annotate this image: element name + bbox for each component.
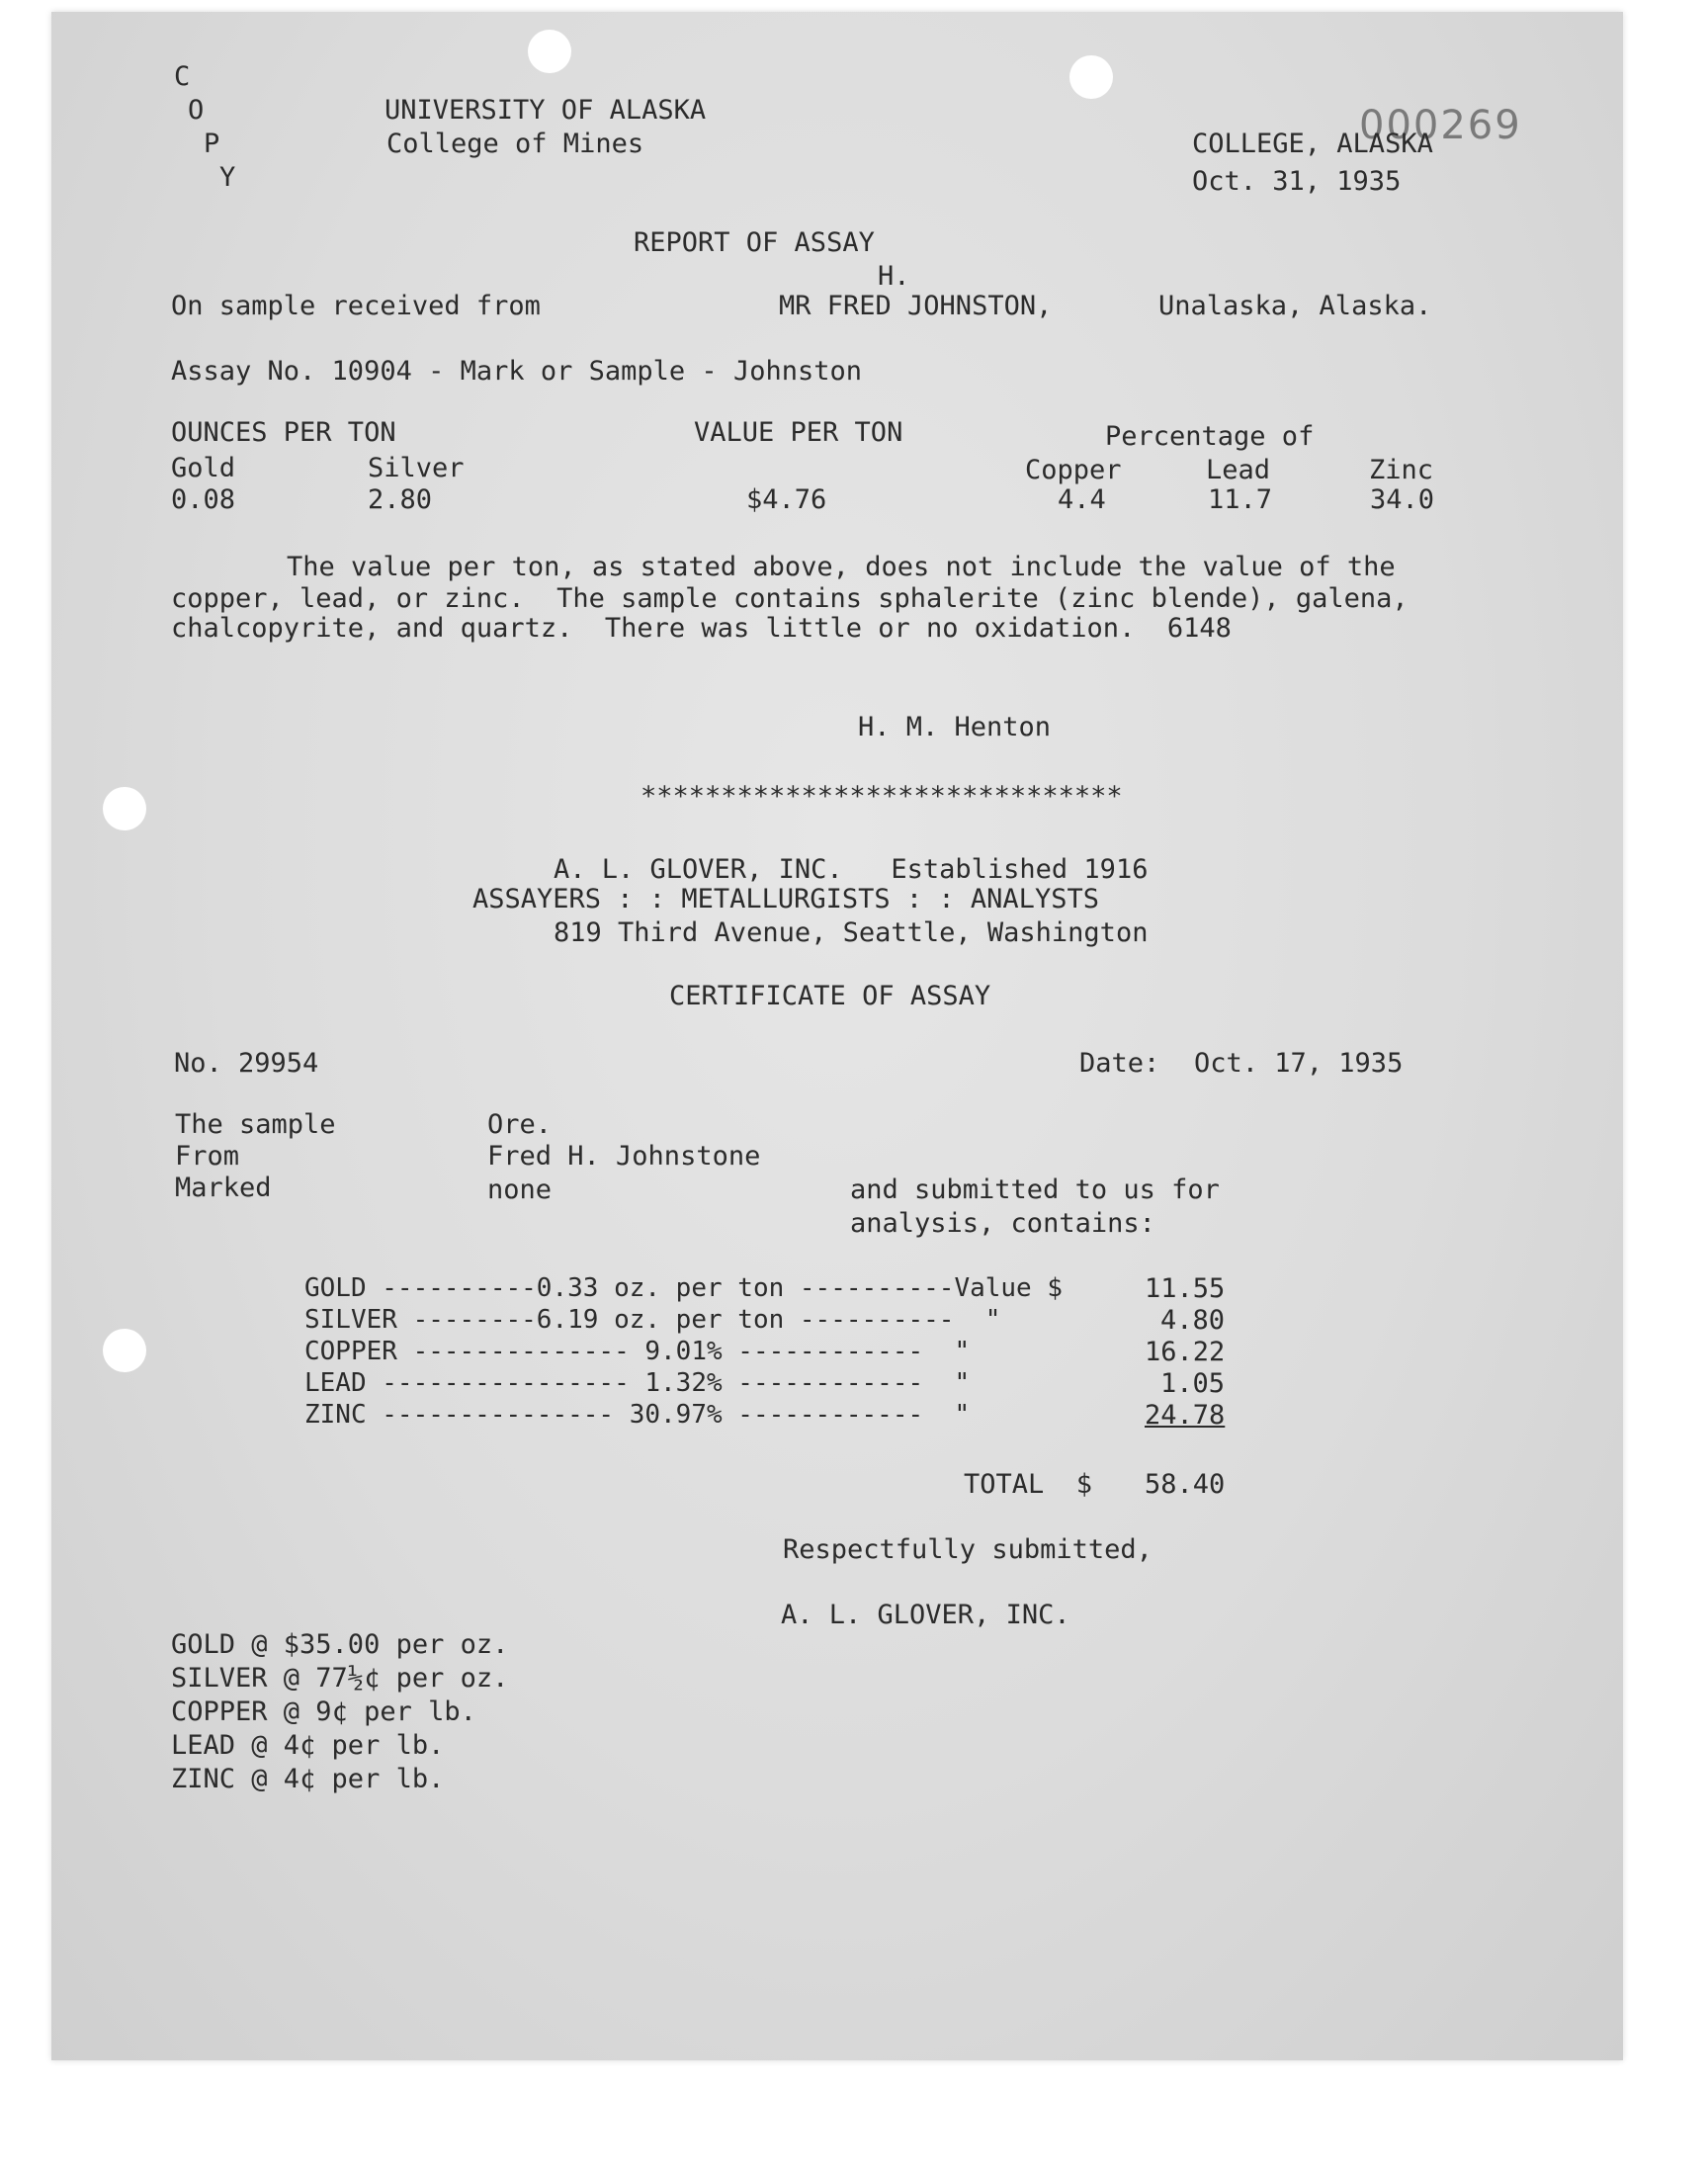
received-from-label: On sample received from <box>171 291 541 321</box>
assay-row-gold: GOLD ----------0.33 oz. per ton ----------Value $ <box>304 1273 1064 1303</box>
received-from-place: Unalaska, Alaska. <box>1158 291 1432 321</box>
report-title: REPORT OF ASSAY <box>634 227 875 258</box>
glover-address: 819 Third Avenue, Seattle, Washington <box>554 917 1149 948</box>
separator: ****************************** <box>640 781 1123 812</box>
label-from: From <box>175 1141 240 1172</box>
paragraph-line: chalcopyrite, and quartz. There was little or no oxidation. 6148 <box>171 613 1232 644</box>
submitted-text: and submitted to us for <box>850 1174 1220 1205</box>
college-name: College of Mines <box>386 129 644 159</box>
value-from: Fred H. Johnstone <box>487 1141 761 1172</box>
punch-hole <box>103 1329 146 1372</box>
punch-hole <box>528 30 571 73</box>
value-marked: none <box>487 1174 553 1205</box>
amount-gold: 11.55 <box>1145 1273 1226 1304</box>
column-silver: Silver <box>368 453 465 483</box>
copy-letter: C <box>174 61 191 92</box>
value-gold: 0.08 <box>171 484 236 515</box>
amount-lead: 1.05 <box>1160 1368 1226 1399</box>
submitted-text: analysis, contains: <box>850 1208 1155 1239</box>
certificate-number: No. 29954 <box>174 1048 319 1079</box>
header-ounces-per-ton: OUNCES PER TON <box>171 417 396 448</box>
total-value: 58.40 <box>1145 1469 1226 1500</box>
label-marked: Marked <box>175 1173 272 1203</box>
column-lead: Lead <box>1206 455 1271 485</box>
price-lead: LEAD @ 4¢ per lb. <box>171 1730 445 1761</box>
column-gold: Gold <box>171 453 236 483</box>
total-label: TOTAL $ <box>964 1469 1093 1500</box>
received-from-name: MR FRED JOHNSTON, <box>779 291 1053 321</box>
certificate-date: Oct. 17, 1935 <box>1194 1048 1404 1079</box>
glover-name-line: A. L. GLOVER, INC. Established 1916 <box>554 854 1149 885</box>
report-date: Oct. 31, 1935 <box>1192 166 1402 197</box>
paragraph-line: copper, lead, or zinc. The sample contains sphalerite (zinc blende), galena, <box>171 583 1409 614</box>
certificate-title: CERTIFICATE OF ASSAY <box>669 981 991 1011</box>
column-copper: Copper <box>1025 455 1122 485</box>
paragraph-line: The value per ton, as stated above, does not include the value of the <box>287 552 1396 582</box>
copy-letter: O <box>188 95 205 126</box>
assay-row-zinc: ZINC --------------- 30.97% ------------ " <box>304 1400 1017 1430</box>
signature-henton: H. M. Henton <box>858 712 1052 742</box>
price-copper: COPPER @ 9¢ per lb. <box>171 1696 476 1727</box>
value-zinc: 34.0 <box>1370 484 1435 515</box>
header-percentage-of: Percentage of <box>1105 421 1315 452</box>
assay-row-silver: SILVER --------6.19 oz. per ton ---------- " <box>304 1305 1048 1335</box>
copy-letter: P <box>204 129 220 159</box>
price-silver: SILVER @ 77½¢ per oz. <box>171 1663 509 1694</box>
value-lead: 11.7 <box>1208 484 1273 515</box>
closing-text: Respectfully submitted, <box>783 1534 1153 1565</box>
column-zinc: Zinc <box>1369 455 1434 485</box>
location: COLLEGE, ALASKA <box>1192 129 1433 159</box>
label-sample: The sample <box>175 1109 336 1140</box>
price-gold: GOLD @ $35.00 per oz. <box>171 1629 509 1660</box>
punch-hole <box>103 787 146 830</box>
document-stamp-number: 000269 <box>1359 103 1522 148</box>
closing-signature: A. L. GLOVER, INC. <box>781 1600 1070 1630</box>
date-label: Date: <box>1079 1048 1160 1079</box>
assay-row-lead: LEAD ---------------- 1.32% ------------ " <box>304 1368 1017 1398</box>
value-silver: 2.80 <box>368 484 433 515</box>
glover-services: ASSAYERS : : METALLURGISTS : : ANALYSTS <box>472 884 1099 914</box>
value-per-ton: $4.76 <box>746 484 827 515</box>
amount-copper: 16.22 <box>1145 1337 1226 1367</box>
copy-letter: Y <box>219 162 236 193</box>
header-value-per-ton: VALUE PER TON <box>694 417 903 448</box>
university-name: UNIVERSITY OF ALASKA <box>384 95 707 126</box>
value-copper: 4.4 <box>1058 484 1106 515</box>
punch-hole <box>1069 55 1113 99</box>
amount-zinc: 24.78 <box>1145 1400 1226 1431</box>
assay-number-line: Assay No. 10904 - Mark or Sample - Johnston <box>171 356 862 387</box>
assay-row-copper: COPPER -------------- 9.01% ------------ " <box>304 1337 1017 1366</box>
amount-silver: 4.80 <box>1160 1305 1226 1336</box>
price-zinc: ZINC @ 4¢ per lb. <box>171 1764 445 1794</box>
middle-initial: H. <box>878 261 910 292</box>
value-sample: Ore. <box>487 1109 553 1140</box>
